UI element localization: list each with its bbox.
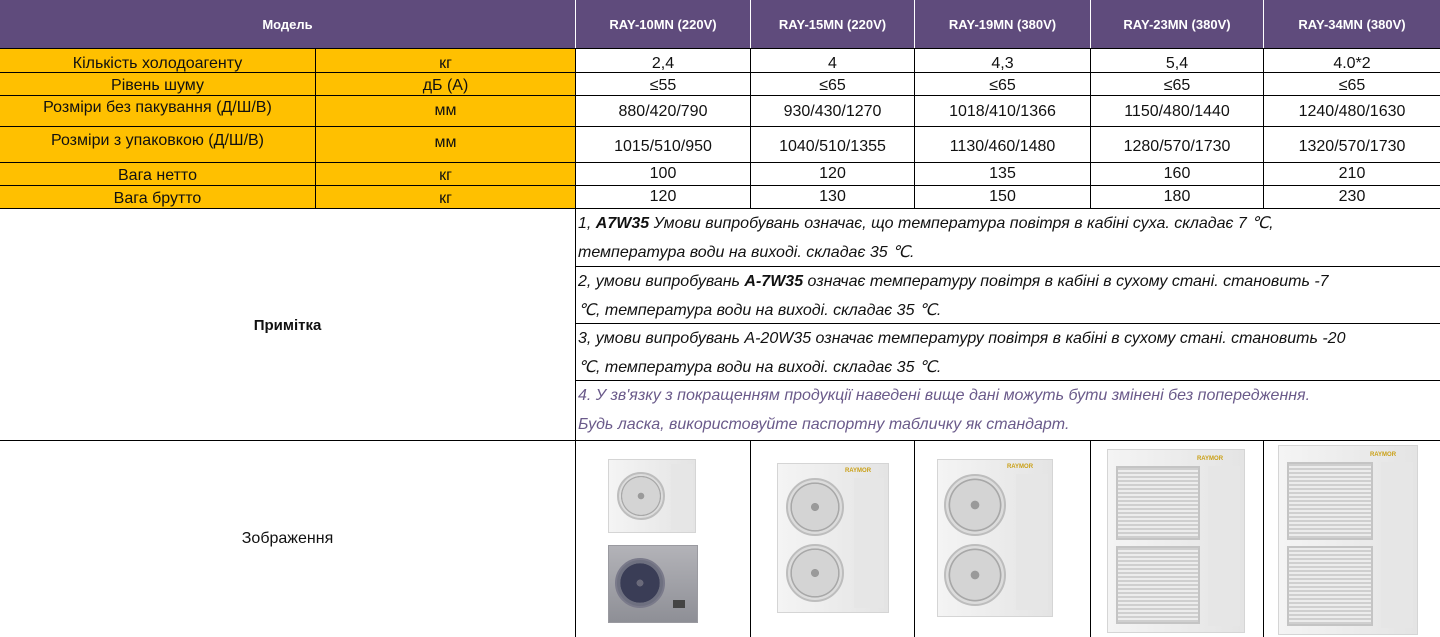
table-cell: ≤65: [819, 77, 846, 94]
note-3: [578, 324, 1438, 380]
grid-line: [0, 48, 1440, 49]
note-3-line-2: ℃, температура води на виході. складає 35 ℃.: [578, 359, 942, 376]
note-1-line-1: [578, 209, 1438, 238]
brand-logo: RAYMOR: [1006, 464, 1034, 470]
model-name: RAY-23MN (380V): [1123, 16, 1231, 32]
outdoor-unit-image: [1107, 449, 1245, 633]
model-header-1: [576, 0, 750, 48]
side-panel: [854, 478, 884, 608]
note-text: 1,: [578, 215, 596, 232]
heat-pump-unit-ray-23mn: [1091, 441, 1263, 637]
fan-icon: [786, 478, 844, 536]
model-name: RAY-10MN (220V): [609, 16, 717, 32]
grid-line: [0, 162, 1440, 163]
note-4-line-2: Будь ласка, використовуйте паспортну табличку як стандарт.: [578, 416, 1070, 433]
table-cell: 1040/510/1355: [779, 137, 886, 155]
table-cell: 4.0*2: [1333, 54, 1371, 72]
note-3-line-1: 3, умови випробувань A-20W35 означає температуру повітря в кабіні в сухому стані. становить -20: [578, 330, 1346, 347]
note-2: [578, 267, 1438, 323]
grid-line: [750, 48, 751, 208]
model-header-label: Модель: [262, 16, 313, 32]
heat-pump-unit-ray-15mn: [751, 441, 914, 637]
fan-grille-icon: [1287, 462, 1373, 540]
note-text: 2, умови випробувань: [578, 273, 745, 290]
heat-pump-unit-ray-19mn: [915, 441, 1090, 637]
table-cell: 930/430/1270: [783, 103, 882, 120]
notes-label: Примітка: [253, 317, 322, 334]
grid-line: [1090, 48, 1091, 208]
side-panel: [1016, 474, 1048, 610]
table-cell: 120: [819, 165, 846, 182]
table-cell: 880/420/790: [618, 103, 708, 120]
grid-line: [914, 48, 915, 208]
fan-icon: [944, 474, 1006, 536]
table-cell: 1320/570/1730: [1298, 137, 1406, 155]
table-cell: 100: [649, 165, 677, 182]
outdoor-unit-image: [608, 545, 698, 623]
row-name: Розміри без пакування (Д/Ш/В): [43, 99, 272, 116]
fan-grille-icon: [1116, 466, 1200, 540]
table-cell: 1150/480/1440: [1124, 103, 1230, 120]
grid-line: [0, 185, 1440, 186]
note-4-line-1: 4. У зв'язку з покращенням продукції наведені вище дані можуть бути змінені без попередження.: [578, 387, 1311, 404]
table-cell: 5,4: [1165, 54, 1189, 72]
table-cell: 1280/570/1730: [1123, 137, 1231, 155]
table-cell: 2,4: [651, 54, 675, 72]
table-cell: ≤55: [649, 77, 677, 94]
row-unit: мм: [434, 102, 457, 119]
row-unit: кг: [439, 190, 452, 207]
grid-line: [0, 72, 1440, 73]
heat-pump-unit-ray-34mn: [1264, 441, 1440, 637]
model-name: RAY-15MN (220V): [778, 16, 887, 32]
model-name: RAY-34MN (380V): [1298, 16, 1406, 32]
table-cell: 1130/460/1480: [949, 137, 1056, 155]
fan-icon: [615, 558, 665, 608]
note-code: A7W35: [595, 215, 650, 232]
outdoor-unit-image: [1278, 445, 1418, 635]
table-cell: 120: [649, 188, 677, 205]
table-cell: ≤65: [989, 77, 1016, 94]
brand-logo: RAYMOR: [1369, 452, 1397, 458]
side-panel: [1208, 466, 1240, 626]
table-cell: 4: [828, 54, 837, 72]
row-name: Вага брутто: [113, 190, 202, 207]
note-1: [578, 209, 1438, 266]
table-cell: ≤65: [1338, 77, 1366, 94]
brand-logo: RAYMOR: [1196, 456, 1224, 462]
outdoor-unit-image: [937, 459, 1053, 617]
fan-icon: [617, 472, 665, 520]
fan-icon: [786, 544, 844, 602]
row-unit: дБ (А): [422, 77, 469, 94]
model-header-2: [751, 0, 914, 48]
fan-icon: [944, 544, 1006, 606]
model-header-4: [1091, 0, 1263, 48]
table-cell: 160: [1163, 165, 1191, 182]
note-2-line-2: ℃, температура води на виході. складає 35 ℃.: [578, 302, 942, 319]
grid-line: [315, 48, 316, 208]
row-name: Рівень шуму: [111, 77, 204, 94]
row-unit: мм: [434, 133, 457, 151]
heat-pump-unit-ray-10mn: [576, 441, 750, 637]
model-name: RAY-19MN (380V): [948, 16, 1057, 32]
row-unit: кг: [439, 167, 452, 184]
images-label: Зображення: [241, 530, 334, 547]
row-unit: кг: [439, 54, 452, 72]
fan-grille-icon: [1116, 546, 1200, 624]
header-separator: [575, 0, 576, 48]
table-cell: 130: [819, 188, 846, 205]
note-2-line-1: [578, 267, 1438, 296]
side-panel: [1381, 462, 1413, 628]
table-cell: 1240/480/1630: [1298, 103, 1406, 120]
model-header-cell: [0, 0, 575, 48]
fan-grille-icon: [1287, 546, 1373, 626]
table-cell: 135: [989, 165, 1016, 182]
note-text: Умови випробувань означає, що температура повітря в кабіні суха. складає 7 ℃,: [649, 215, 1274, 232]
outdoor-unit-image: [608, 459, 696, 533]
side-panel: [671, 464, 693, 530]
table-cell: 4,3: [991, 54, 1014, 72]
grid-line: [0, 95, 1440, 96]
grid-line: [1263, 48, 1264, 208]
table-cell: ≤65: [1163, 77, 1191, 94]
grid-line: [0, 126, 1440, 127]
table-cell: 1015/510/950: [614, 137, 712, 155]
brand-logo: RAYMOR: [844, 468, 872, 474]
row-name: Розміри з упаковкою (Д/Ш/В): [50, 131, 265, 149]
table-cell: 230: [1338, 188, 1366, 205]
note-code: A-7W35: [744, 273, 804, 290]
model-header-3: [915, 0, 1090, 48]
outdoor-unit-image: [777, 463, 889, 613]
model-header-5: [1264, 0, 1440, 48]
row-name: Вага нетто: [118, 167, 197, 184]
note-4: [578, 381, 1438, 439]
row-name: Кількість холодоагенту: [72, 54, 243, 72]
table-cell: 210: [1338, 165, 1366, 182]
table-cell: 150: [989, 188, 1016, 205]
note-1-line-2: температура води на виході. складає 35 ℃.: [578, 244, 915, 261]
note-text: означає температуру повітря в кабіні в сухому стані. становить -7: [803, 273, 1329, 290]
display-icon: [673, 600, 685, 608]
table-cell: 180: [1163, 188, 1191, 205]
table-cell: 1018/410/1366: [949, 103, 1056, 120]
